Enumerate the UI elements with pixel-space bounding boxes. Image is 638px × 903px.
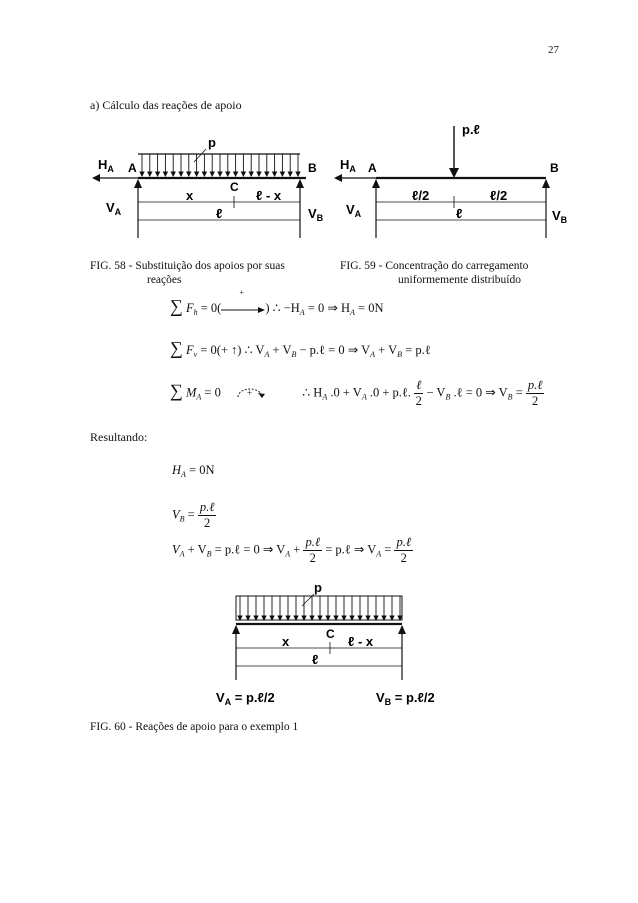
load-arrowhead: [398, 616, 402, 620]
load-arrowhead: [342, 616, 346, 620]
load-arrowhead: [218, 172, 222, 176]
load-arrowhead: [318, 616, 322, 620]
load-arrowhead: [278, 616, 282, 620]
length-label: ℓ: [216, 206, 223, 221]
page-number: 27: [548, 44, 559, 56]
load-arrowhead: [246, 616, 250, 620]
length-label: ℓ: [312, 652, 319, 667]
load-arrowhead: [334, 616, 338, 620]
point-c-label: C: [326, 627, 335, 641]
va-label: $V_A$: [106, 200, 122, 217]
load-arrowhead: [226, 172, 230, 176]
fig60-diagram: [204, 578, 454, 708]
resultando-label: Resultando:: [90, 430, 148, 444]
load-arrowhead: [171, 172, 175, 176]
length-label: ℓ: [456, 206, 463, 221]
load-arrowhead: [187, 172, 191, 176]
load-arrowhead: [140, 172, 144, 176]
load-arrowhead: [238, 616, 242, 620]
load-arrowhead: [254, 616, 258, 620]
load-arrowhead: [294, 616, 298, 620]
vb-label: $V_B$: [552, 208, 568, 225]
load-label: p: [314, 580, 322, 595]
load-label: p: [208, 135, 216, 150]
load-arrowhead: [257, 172, 261, 176]
result-vb: $V_B$ = $\frac{\text{p.ℓ}}{2}$: [172, 500, 215, 530]
load-arrowhead: [350, 616, 354, 620]
load-arrowhead: [273, 172, 277, 176]
point-c-label: C: [230, 180, 239, 194]
support-a-label: A: [128, 161, 137, 175]
load-arrowhead: [374, 616, 378, 620]
load-arrowhead: [302, 616, 306, 620]
support-b-label: B: [308, 161, 317, 175]
distributed-load: [138, 154, 300, 176]
result-ha: $H_A = 0N$: [172, 463, 215, 479]
load-arrowhead: [195, 172, 199, 176]
x-label: x: [282, 634, 290, 649]
load-arrowhead: [288, 172, 292, 176]
load-arrowhead: [148, 172, 152, 176]
fig60-caption: FIG. 60 - Reações de apoio para o exemplo 1: [90, 721, 299, 733]
load-arrowhead: [270, 616, 274, 620]
l-minus-x-label: ℓ - x: [256, 188, 282, 203]
load-arrowhead: [296, 172, 300, 176]
vb-label: $V_B$: [308, 206, 324, 223]
load-arrowhead: [286, 616, 290, 620]
ha-label: $H_A$: [340, 157, 356, 174]
load-arrowhead: [202, 172, 206, 176]
load-arrowhead: [382, 616, 386, 620]
load-arrowhead: [326, 616, 330, 620]
load-arrowhead: [265, 172, 269, 176]
ha-label: $H_A$: [98, 157, 114, 174]
load-arrowhead: [280, 172, 284, 176]
support-a-label: A: [368, 161, 377, 175]
load-arrowhead: [234, 172, 238, 176]
vb-result-label: $V_B$ = p.ℓ/2: [376, 690, 435, 707]
load-arrowhead: [163, 172, 167, 176]
load-arrowhead: [241, 172, 245, 176]
result-va: $V_A + V_B$ = p.ℓ = 0 ⇒ $V_A$ + $\frac{\text{p.ℓ}}{2}$ = p.ℓ ⇒ $V_A$ = $\frac{\text{p.ℓ}}{2}$: [172, 535, 412, 565]
fig58-caption: FIG. 58 - Substituição dos apoios por suas reações: [90, 260, 285, 286]
load-arrowhead: [210, 172, 214, 176]
load-arrowhead: [366, 616, 370, 620]
fig59-caption: FIG. 59 - Concentração do carregamento uniformemente distribuído: [340, 260, 529, 286]
va-label: $V_A$: [346, 202, 362, 219]
section-title: a) Cálculo das reações de apoio: [90, 98, 242, 112]
equation-horizontal-forces: ∑ $F_h = 0$( + ) ∴ $-H_A = 0$ ⇒ $H_A = 0N$: [170, 287, 384, 317]
load-arrowhead: [390, 616, 394, 620]
equation-moments: ∑ $M_A = 0$ + ∴ $H_A$ $.0 + V_A$ .0 + p.ℓ. $\frac{\text{ℓ}}{2}$ − $V_B$ .ℓ = 0 ⇒ $V_B$ = $\frac{\text{p.ℓ}}{2}$: [170, 378, 543, 408]
resultant-load-label: p.ℓ: [462, 122, 480, 137]
fig59-diagram: [332, 118, 572, 244]
load-arrowhead: [249, 172, 253, 176]
half-length-right-label: ℓ/2: [490, 188, 508, 203]
load-arrowhead: [262, 616, 266, 620]
load-arrowhead: [358, 616, 362, 620]
load-arrowhead: [156, 172, 160, 176]
fig58-diagram: [86, 132, 336, 244]
half-length-left-label: ℓ/2: [412, 188, 430, 203]
load-arrowhead: [179, 172, 183, 176]
support-b-label: B: [550, 161, 559, 175]
va-result-label: $V_A$ = p.ℓ/2: [216, 690, 275, 707]
x-label: x: [186, 188, 194, 203]
moment-sign-icon: +: [234, 385, 266, 403]
load-arrowhead: [310, 616, 314, 620]
equation-vertical-forces: ∑ $F_v = 0(+$ ↑) ∴ $V_A + V_B$ − p.ℓ = 0 ⇒ $V_A + V_B$ = p.ℓ: [170, 338, 431, 359]
l-minus-x-label: ℓ - x: [348, 634, 374, 649]
